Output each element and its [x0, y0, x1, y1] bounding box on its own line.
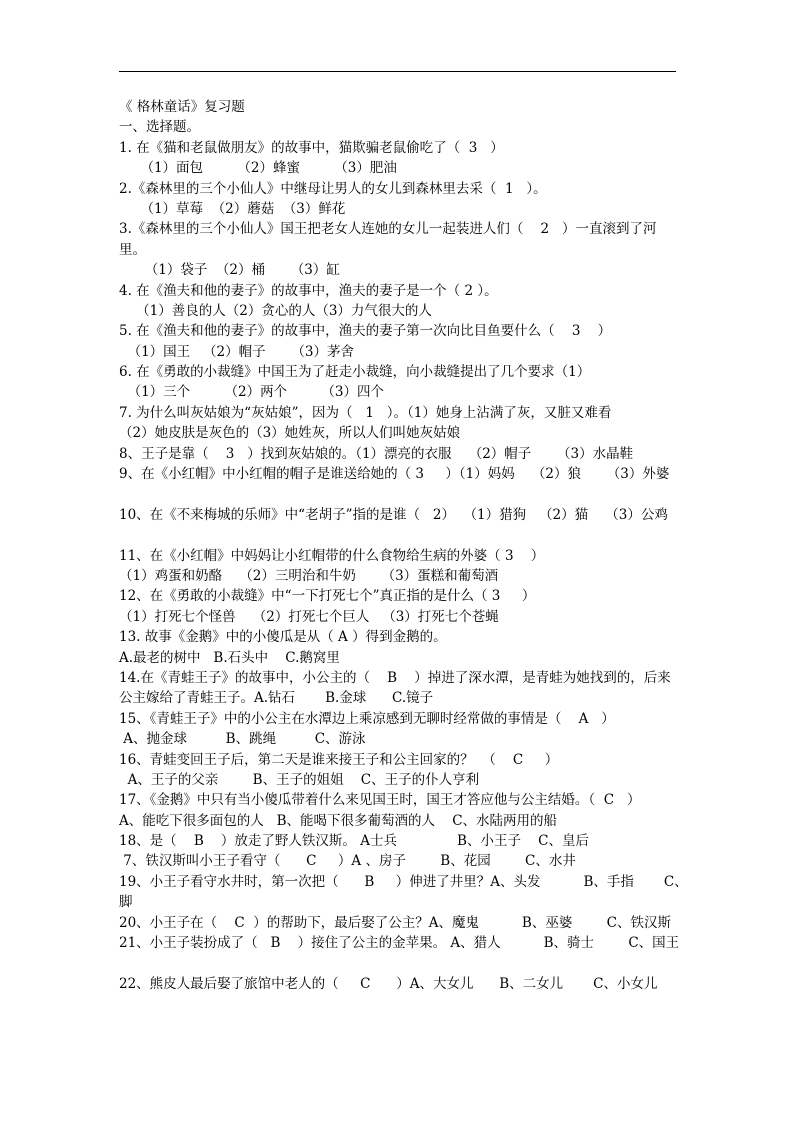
options-line: （1）善良的人（2）贪心的人（3）力气很大的人	[119, 302, 432, 319]
options-line: （1）草莓 （2）蘑菇 （3）鲜花	[119, 200, 346, 217]
question-line: 5. 在《渔夫和他的妻子》的故事中，渔夫的妻子第一次向比目鱼要什么（ 3 ）	[119, 323, 612, 340]
question-line: 10、在《不来梅城的乐师》中“老胡子”指的是谁（ 2） （1）猎狗 （2）猫 （3）公鸡	[119, 506, 668, 523]
question-line: 19、小王子看守水井时，第一次把（ B ）伸进了井里？A、头发 B、手指 C、	[119, 873, 688, 890]
question-line: 3.《森林里的三个小仙人》国王把老女人连她的女儿一起装进人们（ 2 ）一直滚到了河	[119, 221, 657, 238]
question-line: 7. 为什么叫灰姑娘为“灰姑娘”，因为（ 1 ）。（1）她身上沾满了灰，又脏又难看	[119, 404, 612, 421]
question-line: 8、王子是靠（ 3 ）找到灰姑娘的。（1）漂亮的衣服 （2）帽子 （3）水晶鞋	[119, 445, 634, 462]
question-line: 6. 在《勇敢的小裁缝》中国王为了赶走小裁缝，向小裁缝提出了几个要求（1）	[119, 364, 591, 381]
question-line: 17、《金鹅》中只有当小傻瓜带着什么来见国王时，国王才答应他与公主结婚。（ C ）	[119, 792, 641, 809]
options-line: （1）三个 （2）两个 （3）四个	[119, 384, 385, 401]
options-line: A、抛金球 B、跳绳 C、游泳	[119, 731, 366, 748]
question-line: 里。	[119, 241, 146, 258]
header-rule	[119, 71, 676, 72]
options-line: （1）面包 （2）蜂蜜 （3）肥油	[119, 160, 397, 177]
options-line: A、能吃下很多面包的人 B、能喝下很多葡萄酒的人 C、水陆两用的船	[119, 812, 558, 829]
question-line: 20、小王子在（ C ）的帮助下，最后娶了公主？A、魔鬼 B、巫婆 C、铁汉斯	[119, 914, 671, 931]
question-line: 7、铁汉斯叫小王子看守（ C ）A 、房子 B、花园 C、水井	[119, 853, 576, 870]
options-line: A、王子的父亲 B、王子的姐姐 C、王子的仆人亨利	[119, 771, 480, 788]
section-heading: 一、选择题。	[119, 119, 200, 136]
options-line: （1）国王 （2）帽子 （3）茅舍	[119, 343, 354, 360]
document-body	[119, 97, 688, 994]
options-line: （2）她皮肤是灰色的（3）她姓灰，所以人们叫她灰姑娘	[119, 425, 461, 442]
question-line: 16、青蛙变回王子后，第二天是谁来接王子和公主回家的？ （ C ）	[119, 751, 559, 768]
question-line: 21、小王子装扮成了（ B ）接住了公主的金苹果。 A、猎人 B、骑士 C、国王	[119, 935, 680, 952]
question-line: 公主嫁给了青蛙王子。A.钻石 B.金球 C.镜子	[119, 690, 434, 707]
options-line: （1）打死七个怪兽 （2）打死七个巨人 （3）打死七个苍蝇	[119, 608, 499, 625]
question-line: 12、在《勇敢的小裁缝》中“一下打死七个”真正指的是什么（ 3 ）	[119, 588, 536, 605]
question-line: 4. 在《渔夫和他的妻子》的故事中，渔夫的妻子是一个（ 2 ）。	[119, 282, 498, 299]
question-line: 1. 在《猫和老鼠做朋友》的故事中，猫欺骗老鼠偷吃了（ 3 ）	[119, 139, 504, 156]
question-line: 18、是（ B ）放走了野人铁汉斯。 A士兵 B、小王子 C、皇后	[119, 833, 589, 850]
question-line: 13. 故事《金鹅》中的小傻瓜是从（ A ）得到金鹅的。	[119, 629, 447, 646]
question-line: 15、《青蛙王子》中的小公主在水潭边上乘凉感到无聊时经常做的事情是（ A ）	[119, 710, 615, 727]
options-line: （1）鸡蛋和奶酪 （2）三明治和牛奶 （3）蛋糕和葡萄酒	[119, 567, 499, 584]
options-line: （1）袋子 （2）桶 （3）缸	[119, 262, 340, 279]
options-line: A.最老的树中 B.石头中 C.鹅窝里	[119, 649, 340, 666]
question-line: 9、在《小红帽》中小红帽的帽子是谁送给她的（ 3 ）（1）妈妈 （2）狼 （3）外婆	[119, 466, 670, 483]
blank-line	[119, 525, 679, 545]
question-line: 14.在《青蛙王子》的故事中，小公主的（ B ）掉进了深水潭，是青蛙为她找到的，后来	[119, 669, 671, 686]
question-line: 脚	[119, 894, 133, 911]
blank-line	[119, 484, 679, 504]
question-line: 22、熊皮人最后娶了旅馆中老人的（ C ）A、大女儿 B、二女儿 C、小女儿	[119, 975, 658, 992]
blank-line	[119, 953, 679, 973]
question-line: 11、在《小红帽》中妈妈让小红帽带的什么食物给生病的外婆（ 3 ）	[119, 547, 545, 564]
question-line: 2.《森林里的三个小仙人》中继母让男人的女儿到森林里去采（ 1 ）。	[119, 180, 547, 197]
document-title: 《 格林童话》复习题	[119, 99, 245, 115]
